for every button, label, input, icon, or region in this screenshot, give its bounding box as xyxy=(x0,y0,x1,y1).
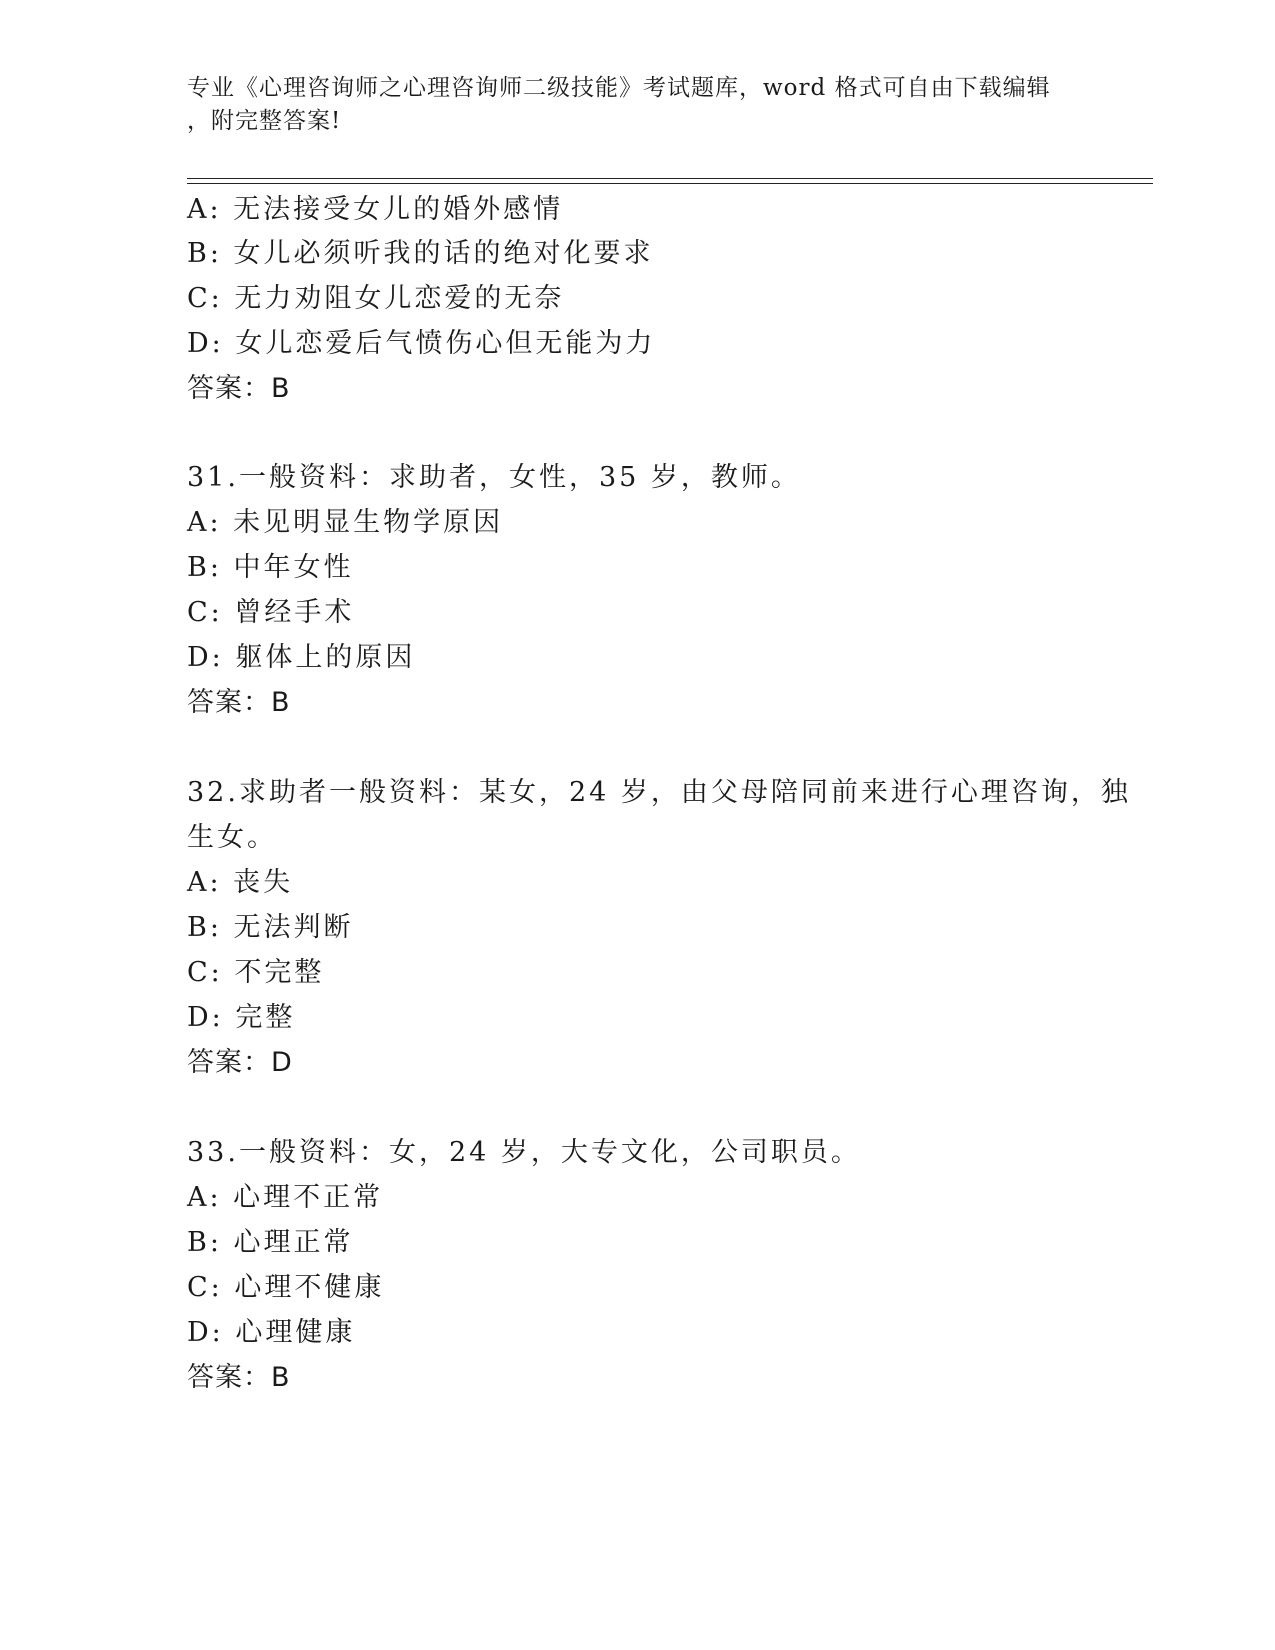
q33-stem: 33.一般资料：女，24 岁，大专文化，公司职员。 xyxy=(187,1137,861,1168)
q32-stem-line-1: 32.求助者一般资料：某女，24 岁，由父母陪同前来进行心理咨询，独 xyxy=(187,777,1131,808)
q30-option-b: B: 女儿必须听我的话的绝对化要求 xyxy=(187,238,654,269)
q30-option-a: A: 无法接受女儿的婚外感情 xyxy=(187,194,564,225)
q30-option-c: C: 无力劝阻女儿恋爱的无奈 xyxy=(187,283,565,314)
q31-option-c: C: 曾经手术 xyxy=(187,597,355,628)
header-divider-top xyxy=(187,178,1153,179)
q32-option-d: D: 完整 xyxy=(187,1002,296,1033)
header-divider-bottom xyxy=(187,183,1153,184)
q32-option-c: C: 不完整 xyxy=(187,957,325,988)
q31-stem: 31.一般资料：求助者，女性，35 岁，教师。 xyxy=(187,462,801,493)
header-line-1: 专业《心理咨询师之心理咨询师二级技能》考试题库，word 格式可自由下载编辑 xyxy=(187,75,1051,101)
q30-option-d: D: 女儿恋爱后气愤伤心但无能为力 xyxy=(187,328,656,359)
q30-answer: 答案：B xyxy=(187,373,291,404)
q32-option-b: B: 无法判断 xyxy=(187,912,354,943)
q32-answer: 答案：D xyxy=(187,1047,293,1078)
document-header xyxy=(187,72,1087,138)
q33-option-a: A: 心理不正常 xyxy=(187,1182,384,1213)
q31-option-a: A: 未见明显生物学原因 xyxy=(187,507,504,538)
q31-option-d: D: 躯体上的原因 xyxy=(187,642,416,673)
q32-stem-line-2: 生女。 xyxy=(187,822,277,853)
q32-option-a: A: 丧失 xyxy=(187,867,294,898)
q33-answer: 答案：B xyxy=(187,1362,291,1393)
q33-option-d: D: 心理健康 xyxy=(187,1317,356,1348)
q33-option-c: C: 心理不健康 xyxy=(187,1272,385,1303)
q31-answer: 答案：B xyxy=(187,687,291,718)
q31-option-b: B: 中年女性 xyxy=(187,552,354,583)
header-line-2: ，附完整答案! xyxy=(187,108,342,134)
q33-option-b: B: 心理正常 xyxy=(187,1227,354,1258)
